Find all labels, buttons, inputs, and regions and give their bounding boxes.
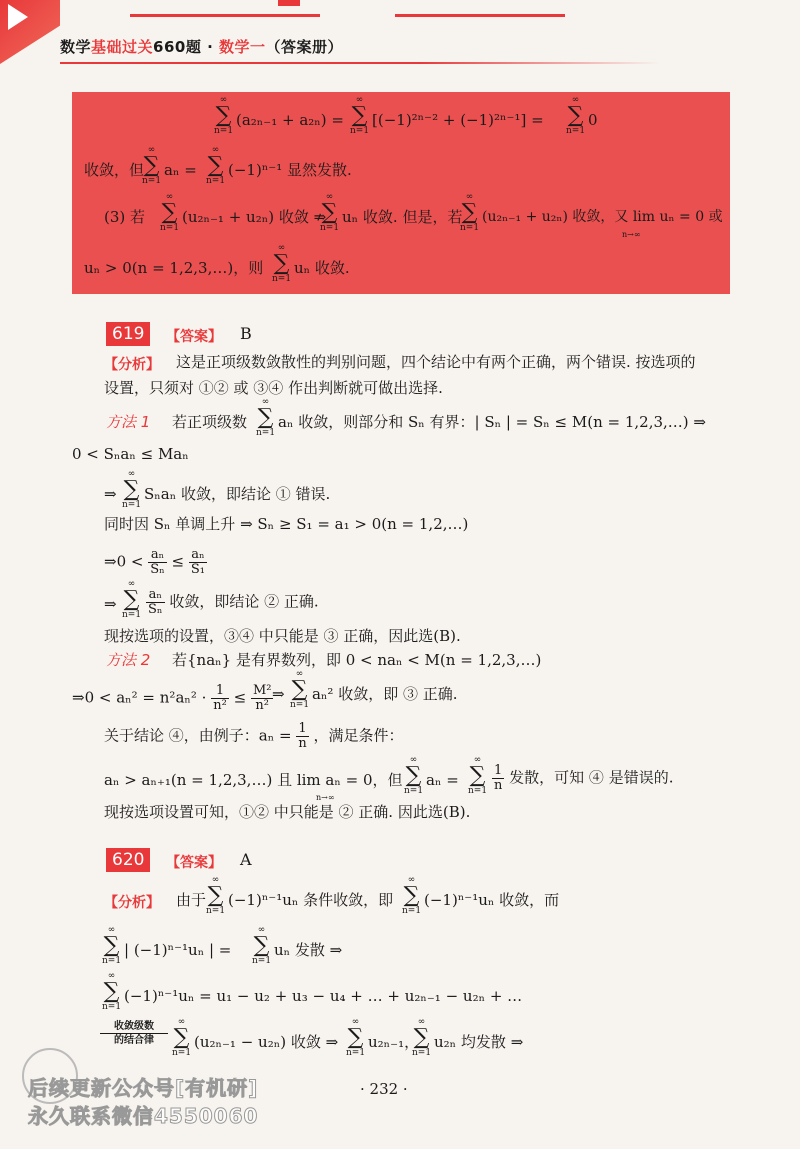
sum-symbol: ∞ ∑ n=1 bbox=[102, 971, 122, 1012]
fraction: $\frac{\text{aₙ}}{\text{Sₙ}}$ bbox=[150, 547, 165, 577]
answer-value: A bbox=[240, 850, 252, 869]
sum-symbol: ∞ ∑ n=1 bbox=[566, 95, 586, 136]
method-1-conclusion: 现按选项的设置，③④ 中只能是 ③ 正确，因此选(B). bbox=[104, 627, 461, 645]
method-1-label: 方法 1 bbox=[106, 413, 151, 431]
sum-symbol: ∞ ∑ n=1 bbox=[206, 145, 226, 186]
answer-tag: 【答案】 bbox=[166, 855, 222, 871]
implies-arrow: ⇒ bbox=[104, 595, 117, 613]
sum-symbol: ∞ ∑ n=1 bbox=[412, 1017, 432, 1058]
answer-value: B bbox=[240, 324, 252, 343]
limit-subscript: n→∞ bbox=[316, 793, 335, 802]
method-1-text-b: aₙ 收敛，则部分和 Sₙ 有界：| Sₙ | = Sₙ ≤ M(n = 1,2,3,…) ⇒ bbox=[278, 413, 706, 431]
method-2-text-a: 若{naₙ} 是有界数列，即 0 < naₙ < M(n = 1,2,3,…) bbox=[172, 651, 542, 669]
box-line-3b: (u₂ₙ₋₁ + u₂ₙ) 收敛 ⇏ bbox=[182, 208, 327, 226]
associative-law-label: 收敛级数 的结合律 bbox=[100, 1020, 168, 1047]
box-line-1: (a₂ₙ₋₁ + a₂ₙ) = bbox=[236, 111, 344, 129]
fraction: $\frac{\text{M²}}{\text{n²}}$ bbox=[252, 683, 272, 713]
header-accent-line-right bbox=[395, 14, 565, 17]
sum-symbol: ∞ ∑ n=1 bbox=[460, 192, 480, 233]
play-arrow-icon bbox=[8, 4, 28, 30]
q620-line-4b: u₂ₙ₋₁， bbox=[368, 1033, 420, 1051]
sum-symbol: ∞ ∑ n=1 bbox=[404, 755, 424, 796]
box-line-4b: uₙ 收敛. bbox=[294, 259, 350, 277]
limit-subscript: n→∞ bbox=[622, 230, 641, 239]
analysis-line-1: 这是正项级数敛散性的判别问题，四个结论中有两个正确，两个错误. 按选项的 bbox=[176, 353, 696, 371]
box-line-4a: uₙ > 0(n = 1,2,3,…)，则 bbox=[84, 259, 264, 277]
method-2-text-b-post: aₙ² 收敛，即 ③ 正确. bbox=[312, 685, 458, 703]
method-1-text-e: 同时因 Sₙ 单调上升 ⇒ Sₙ ≥ S₁ = a₁ > 0(n = 1,2,…) bbox=[104, 515, 469, 533]
box-line-3a: (3) 若 bbox=[104, 208, 146, 226]
sum-symbol: ∞ ∑ n=1 bbox=[102, 925, 122, 966]
implies-arrow: ⇒ bbox=[272, 685, 285, 703]
fraction: $\frac{\text{aₙ}}{\text{Sₙ}}$ bbox=[148, 587, 163, 617]
fraction-line: $\frac{\text{aₙ}}{\text{Sₙ}}$ 收敛，即结论 ② 正确. bbox=[148, 587, 319, 617]
method-1-text-c: 0 < Sₙaₙ ≤ Maₙ bbox=[72, 445, 189, 463]
q620-line-4a: (u₂ₙ₋₁ − u₂ₙ) 收敛 ⇒ bbox=[194, 1033, 339, 1051]
q620-line-3: (−1)ⁿ⁻¹uₙ = u₁ − u₂ + u₃ − u₄ + … + u₂ₙ₋₁ − u₂ₙ + … bbox=[124, 987, 523, 1005]
sum-symbol: ∞ ∑ n=1 bbox=[142, 145, 162, 186]
analysis-tag: 【分析】 bbox=[104, 895, 160, 911]
method-2-text-d: aₙ > aₙ₊₁(n = 1,2,3,…) 且 lim aₙ = 0，但 bbox=[104, 771, 403, 789]
question-number-badge: 619 bbox=[106, 322, 150, 346]
box-line-1b: [(−1)²ⁿ⁻² + (−1)²ⁿ⁻¹] = bbox=[372, 111, 544, 129]
sum-symbol: ∞ ∑ n=1 bbox=[402, 875, 422, 916]
sum-symbol: ∞ ∑ n=1 bbox=[172, 1017, 192, 1058]
q620-line-2b: uₙ 发散 ⇒ bbox=[274, 941, 343, 959]
method-1-text-f: ⇒0 < $\frac{\text{aₙ}}{\text{Sₙ}}$ ≤ $\frac{\text{aₙ}}{\text{S₁}}$ bbox=[104, 547, 206, 577]
box-line-3c: uₙ 收敛. 但是，若 bbox=[342, 208, 463, 226]
box-line-2b: aₙ = bbox=[164, 161, 197, 179]
q620-line-1a: 由于 bbox=[176, 891, 207, 909]
implies-arrow: ⇒ bbox=[104, 485, 117, 503]
watermark-line-1: 后续更新公众号[有机研] bbox=[28, 1076, 259, 1100]
q620-line-4c: u₂ₙ 均发散 ⇒ bbox=[434, 1033, 524, 1051]
watermark-line-2: 永久联系微信4550060 bbox=[28, 1104, 259, 1128]
fraction: $\frac{1}{n}$ bbox=[494, 763, 503, 793]
sum-symbol: ∞ ∑ n=1 bbox=[468, 755, 488, 796]
answer-tag: 【答案】 bbox=[166, 329, 222, 345]
method-1-text-d: Sₙaₙ 收敛，即结论 ① 错误. bbox=[144, 485, 331, 503]
header-accent-line bbox=[130, 14, 320, 17]
page-number: · 232 · bbox=[360, 1080, 408, 1098]
sum-symbol: ∞ ∑ n=1 bbox=[272, 243, 292, 284]
header-accent-mark bbox=[278, 0, 300, 6]
sum-symbol: ∞ ∑ n=1 bbox=[160, 192, 180, 233]
analysis-line-2: 设置，只须对 ①② 或 ③④ 作出判断就可做出选择. bbox=[104, 379, 443, 397]
box-line-3d: (u₂ₙ₋₁ + u₂ₙ) 收敛，又 lim uₙ = 0 或 bbox=[482, 209, 723, 225]
method-2-conclusion: 现按选项设置可知，①② 中只能是 ② 正确. 因此选(B). bbox=[104, 803, 471, 821]
box-line-1c: 0 bbox=[588, 111, 598, 129]
fraction: $\frac{\text{aₙ}}{\text{S₁}}$ bbox=[190, 547, 206, 577]
question-number-badge: 620 bbox=[106, 848, 150, 872]
fraction: $\frac{1}{n}$ bbox=[298, 721, 307, 751]
sum-symbol: ∞ ∑ n=1 bbox=[206, 875, 226, 916]
method-1-text-a: 若正项级数 bbox=[172, 413, 248, 431]
running-header: 数学基础过关660题 · 数学一（答案册） bbox=[60, 38, 344, 56]
sum-symbol: ∞ ∑ n=1 bbox=[252, 925, 272, 966]
method-2-text-d-post: $\frac{1}{n}$ 发散，可知 ④ 是错误的. bbox=[494, 763, 674, 793]
sum-symbol: ∞ ∑ n=1 bbox=[256, 397, 276, 438]
analysis-tag: 【分析】 bbox=[104, 357, 160, 373]
sum-symbol: ∞ ∑ n=1 bbox=[346, 1017, 366, 1058]
sum-symbol: ∞ ∑ n=1 bbox=[122, 469, 142, 510]
header-rule bbox=[60, 62, 660, 64]
method-2-text-b: ⇒0 < aₙ² = n²aₙ² · $\frac{1}{\text{n²}}$ ≤ $\frac{\text{M²}}{\text{n²}}$ bbox=[72, 683, 272, 713]
q620-line-2a: | (−1)ⁿ⁻¹uₙ | = bbox=[124, 941, 232, 959]
box-line-2c: (−1)ⁿ⁻¹ 显然发散. bbox=[228, 161, 352, 179]
sum-symbol: ∞ ∑ n=1 bbox=[214, 95, 234, 136]
sum-symbol: ∞ ∑ n=1 bbox=[350, 95, 370, 136]
sum-symbol: ∞ ∑ n=1 bbox=[122, 579, 142, 620]
method-2-text-c: 关于结论 ④，由例子：aₙ = $\frac{1}{n}$ ，满足条件： bbox=[104, 721, 404, 751]
q620-line-1b: (−1)ⁿ⁻¹uₙ 条件收敛，即 bbox=[228, 891, 394, 909]
box-line-2a: 收敛，但 bbox=[84, 161, 145, 179]
method-2-text-d-mid: aₙ = bbox=[426, 771, 459, 789]
sum-symbol: ∞ ∑ n=1 bbox=[290, 669, 310, 710]
sum-symbol: ∞ ∑ n=1 bbox=[320, 192, 340, 233]
fraction: $\frac{1}{\text{n²}}$ bbox=[213, 683, 227, 713]
method-2-label: 方法 2 bbox=[106, 651, 151, 669]
q620-line-1c: (−1)ⁿ⁻¹uₙ 收敛，而 bbox=[424, 891, 560, 909]
